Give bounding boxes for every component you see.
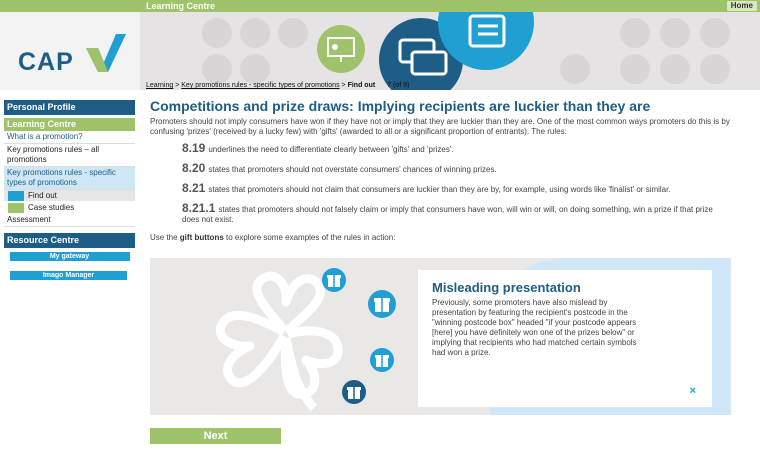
rule-text: states that promoters should not claim that consumers are luckier than they are by, for example, using words like 'finalist' or similar.: [208, 185, 671, 194]
sidebar-item-all-promotions[interactable]: Key promotions rules – all promotions: [4, 144, 135, 167]
rule-number: 8.19: [182, 141, 206, 155]
background-circle-icon: [240, 18, 270, 48]
main-content: [150, 98, 740, 242]
rule-text: states that promoters should not falsely claim or imply that consumers have won, will win or will, on doing something, win a prize if that prize does not exist.: [182, 205, 713, 224]
gift-icon: [370, 348, 394, 372]
checklist-icon: [436, 12, 536, 72]
breadcrumb-current: Find out: [347, 82, 376, 89]
background-circle-icon: [620, 18, 650, 48]
breadcrumb-learning-link[interactable]: Learning: [146, 82, 174, 89]
example-card: [418, 270, 712, 407]
background-circle-icon: [700, 18, 730, 48]
my-gateway-button[interactable]: My gateway: [10, 252, 130, 261]
rule-item: [182, 143, 732, 155]
gift-button[interactable]: [368, 290, 396, 318]
breadcrumb: [146, 82, 409, 89]
home-button[interactable]: Home: [727, 1, 757, 11]
breadcrumb-specific-types-link[interactable]: Key promotions rules - specific types of promotions: [181, 82, 340, 89]
page-count: 7 (of 9): [387, 82, 410, 89]
presentation-icon: [316, 24, 366, 74]
rule-number: 8.21.1: [182, 201, 216, 215]
imago-manager-button[interactable]: Imago Manager: [10, 271, 127, 280]
rule-item: [182, 183, 732, 195]
sidebar-item-assessment[interactable]: Assessment: [4, 214, 135, 227]
breadcrumb-separator: >: [173, 82, 182, 89]
gift-explorer-panel: [150, 258, 731, 415]
checkmark-logo-icon: [86, 34, 126, 72]
background-circle-icon: [660, 18, 690, 48]
gift-icon: [368, 290, 396, 318]
background-circle-icon: [202, 54, 232, 84]
sidebar-resource-centre[interactable]: Resource Centre: [4, 233, 135, 248]
rule-item: [182, 163, 732, 175]
background-circle-icon: [660, 54, 690, 84]
instruction-text: Use the gift buttons to explore some examples of the rules in action:: [150, 233, 396, 242]
intro-text: Promoters should not imply consumers have won if they have not or imply that they are luckier than they are. One of the most common ways promoters do this is by confusing 'prizes' (received by a lucky few) with 'gifts' (awarded to all or a significant proportion of entrants). The rules:: [150, 117, 730, 136]
example-card-body: Previously, some promoters have also mislead by presentation by featuring the recipient's postcode in the "winning postcode box" headed "if your postcode appears [here] you have definitely won one of the prizes below" or implying that recipients who had matched certain symbols had won a prize.: [432, 298, 637, 357]
page-title: Competitions and prize draws: Implying recipients are luckier than they are: [150, 98, 651, 114]
header-banner: [140, 12, 760, 90]
background-circle-icon: [240, 54, 270, 84]
sidebar-item-specific-types[interactable]: Key promotions rules - specific types of promotions: [4, 167, 135, 190]
top-bar-title: Learning Centre: [146, 1, 216, 11]
gift-button[interactable]: [370, 348, 394, 372]
sidebar-sub-case-studies[interactable]: [4, 202, 135, 214]
rule-item: [182, 203, 732, 225]
top-bar: [0, 0, 760, 12]
background-circle-icon: [620, 54, 650, 84]
close-icon[interactable]: ×: [689, 385, 696, 397]
rule-text: underlines the need to differentiate clearly between 'gifts' and 'prizes'.: [208, 145, 454, 154]
sidebar-item-what-is-a-promotion[interactable]: What is a promotion?: [4, 131, 135, 144]
rule-number: 8.20: [182, 161, 206, 175]
sidebar-learning-centre[interactable]: Learning Centre: [4, 118, 135, 131]
gift-icon: [342, 380, 366, 404]
sidebar-sub-find-out-label: Find out: [28, 190, 57, 200]
logo[interactable]: [0, 12, 140, 90]
case-studies-marker-icon: [8, 203, 24, 213]
sidebar-sub-find-out[interactable]: [4, 190, 135, 202]
gift-icon: [322, 268, 346, 292]
sidebar: [4, 100, 135, 280]
header: [0, 12, 760, 90]
example-card-title: Misleading presentation: [432, 280, 581, 295]
gift-button-active[interactable]: [342, 380, 366, 404]
background-circle-icon: [278, 18, 308, 48]
sidebar-personal-profile[interactable]: Personal Profile: [4, 100, 135, 115]
gift-button[interactable]: [322, 268, 346, 292]
find-out-marker-icon: [8, 191, 24, 201]
rule-text: states that promoters should not overstate consumers' chances of winning prizes.: [208, 165, 497, 174]
background-circle-icon: [700, 54, 730, 84]
next-button[interactable]: Next: [150, 428, 281, 444]
logo-text: CAP: [18, 48, 74, 76]
gift-buttons-emphasis: gift buttons: [179, 233, 224, 242]
sidebar-sub-case-studies-label: Case studies: [28, 202, 75, 212]
background-circle-icon: [560, 54, 590, 84]
breadcrumb-separator: >: [339, 82, 348, 89]
background-circle-icon: [202, 18, 232, 48]
rule-number: 8.21: [182, 181, 206, 195]
rules-list: [182, 143, 740, 225]
